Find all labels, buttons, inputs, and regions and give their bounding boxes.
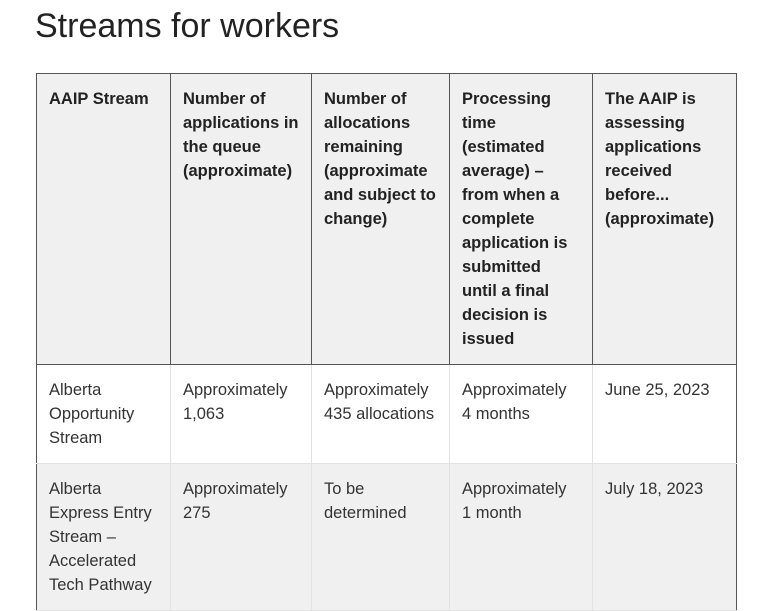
cell-assessing-before: July 18, 2023 xyxy=(593,464,737,611)
cell-queue: Approximately 1,063 xyxy=(171,365,312,464)
table-row xyxy=(37,365,737,464)
cell-stream: Alberta Opportunity Stream xyxy=(37,365,171,464)
header-allocations-remaining: Number of allocations remaining (approximate and subject to change) xyxy=(312,74,450,365)
cell-stream: Alberta Express Entry Stream – Accelerated Tech Pathway xyxy=(37,464,171,611)
header-processing-time: Processing time (estimated average) – from when a complete application is submitted until a final decision is issued xyxy=(450,74,593,365)
cell-allocations: Approximately 435 allocations xyxy=(312,365,450,464)
cell-allocations: To be determined xyxy=(312,464,450,611)
header-aaip-stream: AAIP Stream xyxy=(37,74,171,365)
page-title: Streams for workers xyxy=(35,7,340,45)
table-row xyxy=(37,464,737,611)
header-applications-in-queue: Number of applications in the queue (approximate) xyxy=(171,74,312,365)
cell-processing-time: Approximately 1 month xyxy=(450,464,593,611)
table-header-row xyxy=(37,74,737,365)
cell-processing-time: Approximately 4 months xyxy=(450,365,593,464)
streams-table-container xyxy=(36,73,736,611)
streams-table xyxy=(36,73,737,611)
cell-assessing-before: June 25, 2023 xyxy=(593,365,737,464)
cell-queue: Approximately 275 xyxy=(171,464,312,611)
header-assessing-before: The AAIP is assessing applications received before... (approximate) xyxy=(593,74,737,365)
